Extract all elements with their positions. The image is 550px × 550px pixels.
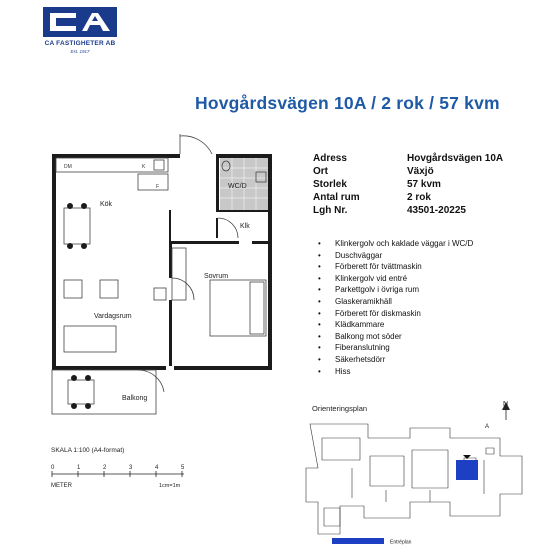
fact-label: Lgh Nr. [313, 205, 348, 216]
company-since: Est. 1917 [70, 49, 90, 54]
fact-row [313, 178, 503, 191]
feature-item: • Klädkammare [318, 319, 473, 331]
appliance-label: DM [64, 164, 72, 170]
feature-item: • Klinkergolv och kaklade väggar i WC/D [318, 238, 473, 250]
page-title: Hovgårdsvägen 10A / 2 rok / 57 kvm [195, 93, 500, 113]
scale-tick: 5 [181, 465, 185, 471]
building-label: A [485, 424, 490, 430]
feature-item: • Förberett för diskmaskin [318, 308, 473, 320]
feature-item: • Glaskeramikhäll [318, 296, 473, 308]
north-label: N [503, 401, 509, 408]
scale-ratio: 1cm=1m [159, 483, 181, 489]
site-plan [300, 398, 535, 550]
scale-bar [51, 440, 211, 500]
apartment-highlight [456, 460, 478, 480]
north-arrow [502, 401, 510, 420]
room-label-kok: Kök [100, 201, 113, 208]
orientation-title: Orienteringsplan [312, 404, 368, 413]
feature-list [318, 238, 473, 377]
scale-tick: 3 [129, 465, 133, 471]
buildings [306, 424, 522, 534]
room-label-klk: Klk [240, 223, 250, 230]
feature-item: • Klinkergolv vid entré [318, 273, 473, 285]
room-label-wcd: WC/D [228, 183, 247, 190]
ca-logo-mark [40, 5, 120, 39]
company-name: CA FASTIGHETER AB [44, 40, 116, 47]
fact-row [313, 152, 503, 165]
feature-item: • Balkong mot söder [318, 331, 473, 343]
fact-label: Ort [313, 166, 328, 177]
scale-tick: 2 [103, 465, 107, 471]
appliance-label: F [156, 184, 160, 190]
scale-tick: 0 [51, 465, 55, 471]
apartment-facts [313, 152, 503, 217]
room-label-sovrum: Sovrum [204, 273, 229, 280]
fact-value: 2 rok [407, 192, 431, 203]
appliance-label: K [142, 164, 146, 170]
fact-value: 57 kvm [407, 179, 441, 190]
fact-row [313, 204, 503, 217]
room-label-balkong: Balkong [122, 395, 148, 402]
fact-row [313, 191, 503, 204]
scale-tick: 1 [77, 465, 81, 471]
floor-plan [42, 130, 282, 420]
fact-value: Växjö [407, 166, 434, 177]
scale-unit: METER [51, 483, 72, 489]
scale-tick: 4 [155, 465, 159, 471]
scale-ruler [52, 471, 184, 477]
feature-item: • Fiberanslutning [318, 342, 473, 354]
fact-label: Storlek [313, 179, 347, 190]
company-logo [40, 5, 120, 60]
fact-label: Antal rum [313, 192, 360, 203]
feature-item: • Hiss [318, 366, 473, 378]
fact-value: Hovgårdsvägen 10A [407, 153, 504, 164]
scale-label: SKALA 1:100 (A4-format) [51, 447, 125, 454]
fact-label: Adress [313, 153, 347, 164]
entrance-label: Entréplan [390, 539, 412, 546]
feature-item: • Duschväggar [318, 250, 473, 262]
feature-item: • Förberett för tvättmaskin [318, 261, 473, 273]
feature-item: • Säkerhetsdörr [318, 354, 473, 366]
fact-value: 43501-20225 [407, 205, 466, 216]
dining-chairs [67, 203, 91, 409]
entrance-legend [332, 538, 412, 546]
feature-item: • Parkettgolv i övriga rum [318, 284, 473, 296]
room-label-vardagsrum: Vardagsrum [94, 313, 132, 320]
fact-row [313, 165, 503, 178]
